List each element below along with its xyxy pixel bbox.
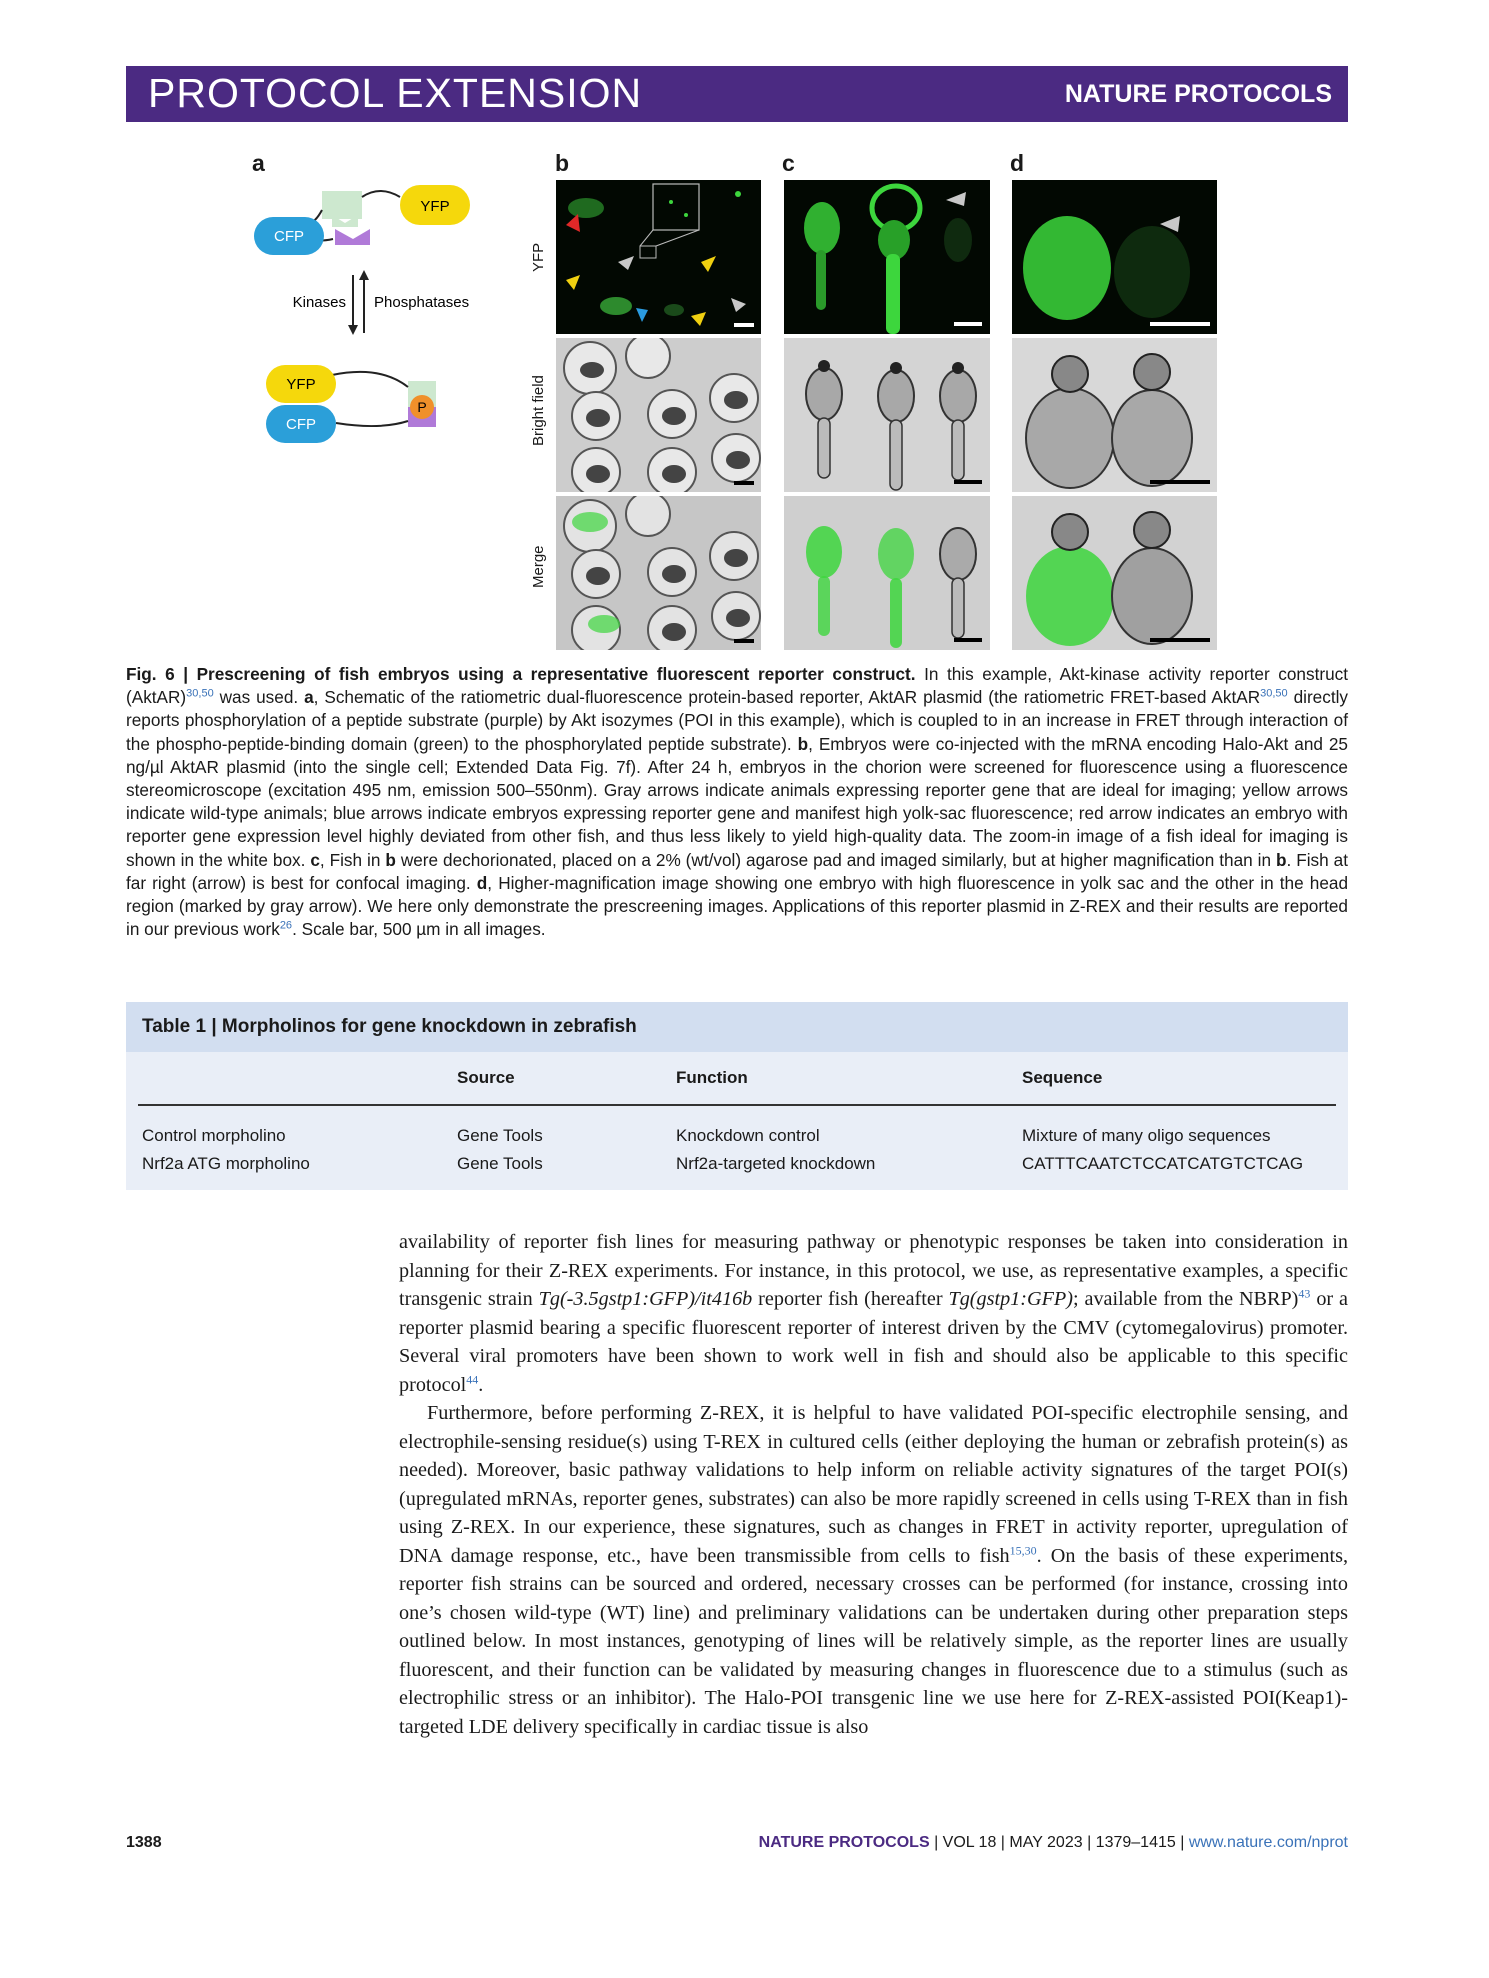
column-header-function: Function: [676, 1068, 748, 1087]
reference-link[interactable]: 15,30: [1009, 1542, 1037, 1557]
panel-b-yfp: [556, 180, 761, 334]
table-cell: Nrf2a-targeted knockdown: [676, 1154, 876, 1173]
row-label-bright-field: Bright field: [530, 375, 547, 446]
paragraph-2: Furthermore, before performing Z-REX, it is helpful to have validated POI-specific electrophile sensing, and electrophile-sensing residue(s) using T-REX in cultured cells (either deploying the human or zebrafish protein(s) as needed). Moreover, basic pathway validations to help inform on reliable activity signatures of the target POI(s) (upregulated mRNAs, reporter genes, substrates) can also be more rapidly screened in cells using T-REX than in fish using Z-REX. In our experience, these signatures, such as changes in FRET in activity reporter, upregulation of DNA damage response, etc., have been transmissible from cells to fish$^{15,30}$. On the basis of these experiments, reporter fish strains can be sourced and ordered, necessary crosses can be performed (for instance, crossing into one’s chosen wild-type (WT) line) and preliminary validations can be undertaken during other preparation steps outlined below. In most instances, genotyping of lines will be relatively simple, as the reporter lines are usually fluorescent, and their function can be validated by measuring changes in fluorescence due to a stimulus (such as electrophilic stress or an inhibitor). The Halo-POI transgenic line we use here for Z-REX-assisted POI(Keap1)-targeted LDE delivery specifically in cardiac tissue is also: [399, 1402, 1349, 1738]
yellow-arrow-1: [566, 275, 580, 290]
panel-d-merge: [1012, 496, 1217, 650]
table-cell: Gene Tools: [457, 1154, 543, 1173]
table-cell: Gene Tools: [457, 1126, 543, 1145]
gray-arrow-1: [618, 256, 634, 270]
table-cell: Nrf2a ATG morpholino: [142, 1154, 310, 1173]
phosphatases-label: Phosphatases: [374, 294, 470, 311]
table-cell: CATTTCAATCTCCATCATGTCTCAG: [1022, 1154, 1304, 1173]
panel-label-a: a: [252, 150, 265, 176]
yellow-arrow-2: [701, 256, 716, 272]
gray-arrow-2: [731, 298, 746, 312]
phospho-label: P: [417, 399, 427, 415]
table-cell: Control morpholino: [142, 1126, 286, 1145]
panel-label-d: d: [1010, 150, 1025, 176]
section-label: PROTOCOL EXTENSION: [148, 70, 643, 116]
reference-link[interactable]: 43: [1298, 1286, 1311, 1301]
scale-bar: [734, 323, 754, 327]
yfp-label-top: YFP: [420, 198, 450, 215]
red-arrow: [566, 214, 580, 232]
table-cell: Mixture of many oligo sequences: [1022, 1126, 1271, 1145]
journal-name: NATURE PROTOCOLS: [1064, 80, 1332, 108]
panel-label-c: c: [782, 150, 795, 176]
panel-d-bright-field: [1012, 338, 1217, 492]
reference-link[interactable]: 30,50: [186, 687, 214, 700]
cfp-label-top: CFP: [274, 228, 304, 245]
journal-url-link[interactable]: www.nature.com/nprot: [1188, 1834, 1348, 1851]
paragraph-1: availability of reporter fish lines for measuring pathway or phenotypic responses be taken into consideration in planning for their Z-REX experiments. For instance, in this protocol, we use, as representative examples, a specific transgenic strain Tg(-3.5gstp1:GFP)/it416b reporter fish (hereafter Tg(gstp1:GFP); available from the NBRP)$^{43}$ or a reporter plasmid bearing a specific fluorescent reporter of interest driven by the CMV (cytomegalovirus) promoter. Several viral promoters have been shown to work well in fish and should also be applicable to this specific protocol$^{44}$.: [399, 1231, 1349, 1396]
yellow-arrow-3: [691, 312, 706, 326]
substrate-shape-top: [335, 229, 370, 245]
panel-b-merge: [556, 496, 761, 650]
table-title-bar: [126, 1002, 1348, 1052]
yfp-label-bottom: YFP: [286, 376, 316, 393]
footer-citation: NATURE PROTOCOLS | VOL 18 | MAY 2023 | 1379–1415 | www.nature.com/nprot: [758, 1834, 1348, 1851]
panel-c-bright-field: [784, 338, 990, 492]
schematic-aktar: [240, 175, 520, 445]
page-number: 1388: [126, 1834, 162, 1851]
cfp-label-bottom: CFP: [286, 416, 316, 433]
column-header-source: Source: [457, 1068, 515, 1087]
panel-label-b: b: [555, 150, 570, 176]
figure-caption: Fig. 6 | Prescreening of fish embryos using a representative fluorescent reporter construct. In this example, Akt-kinase activity reporter construct (AktAR)$^{30,50}$ was used. a, Schematic of the ratiometric dual-fluorescence protein-based reporter, AktAR plasmid (the ratiometric FRET-based AktAR$^{30,50}$ directly reports phosphorylation of a peptide substrate (purple) by Akt isozymes (POI in this example), which is coupled to in an increase in FRET through interaction of the phospho-peptide-binding domain (green) to the phosphorylated peptide substrate). b, Embryos were co-injected with the mRNA encoding Halo-Akt and 25 ng/µl AktAR plasmid (into the single cell; Extended Data Fig. 7f). After 24 h, embryos in the chorion were screened for fluorescence using a fluorescence stereomicroscope (excitation 495 nm, emission 500–550nm). Gray arrows indicate animals expressing reporter gene that are ideal for imaging; yellow arrows indicate wild-type animals; blue arrows indicate embryos expressing reporter gene and manifest high yolk-sac fluorescence; red arrow indicates an embryo with reporter gene expression level highly deviated from other fish, and thus less likely to yield high-quality data. The zoom-in image of a fish ideal for imaging is shown in the white box. c, Fish in b were dechorionated, placed on a 2% (wt/vol) agarose pad and imaged similarly, but at higher magnification than in b. Fish at far right (arrow) is best for confocal imaging. d, Higher-magnification image showing one embryo with high fluorescence in yolk sac and the other in the head region (marked by gray arrow). We here only demonstrate the prescreening images. Applications of this reporter plasmid in Z-REX and their results are reported in our previous work$^{26}$. Scale bar, 500 µm in all images.: [126, 664, 1349, 940]
figure-6: [0, 0, 1489, 660]
row-label-yfp: YFP: [530, 242, 547, 272]
row-label-merge: Merge: [530, 545, 547, 588]
panel-c-yfp: [784, 180, 990, 334]
body-text: [399, 1228, 1348, 1741]
caption-title: Fig. 6 | Prescreening of fish embryos using a representative fluorescent reporter construct.: [126, 664, 916, 684]
kinases-label: Kinases: [292, 294, 346, 311]
table-cell: Knockdown control: [676, 1126, 820, 1145]
gray-arrow-c: [946, 192, 966, 206]
panel-d-yfp: [1012, 180, 1217, 334]
table-rule: [138, 1104, 1336, 1106]
panel-c-merge: [784, 496, 990, 650]
reference-link[interactable]: 30,50: [1260, 687, 1288, 700]
table-title: Table 1 | Morpholinos for gene knockdown in zebrafish: [142, 1016, 637, 1037]
panel-b-bright-field: [556, 338, 761, 492]
blue-arrow: [636, 308, 648, 322]
reference-link[interactable]: 44: [466, 1371, 479, 1386]
column-header-sequence: Sequence: [1022, 1068, 1103, 1087]
reference-link[interactable]: 26: [279, 919, 293, 932]
table-1: [126, 1002, 1348, 1190]
footer-journal: NATURE PROTOCOLS: [758, 1834, 930, 1851]
